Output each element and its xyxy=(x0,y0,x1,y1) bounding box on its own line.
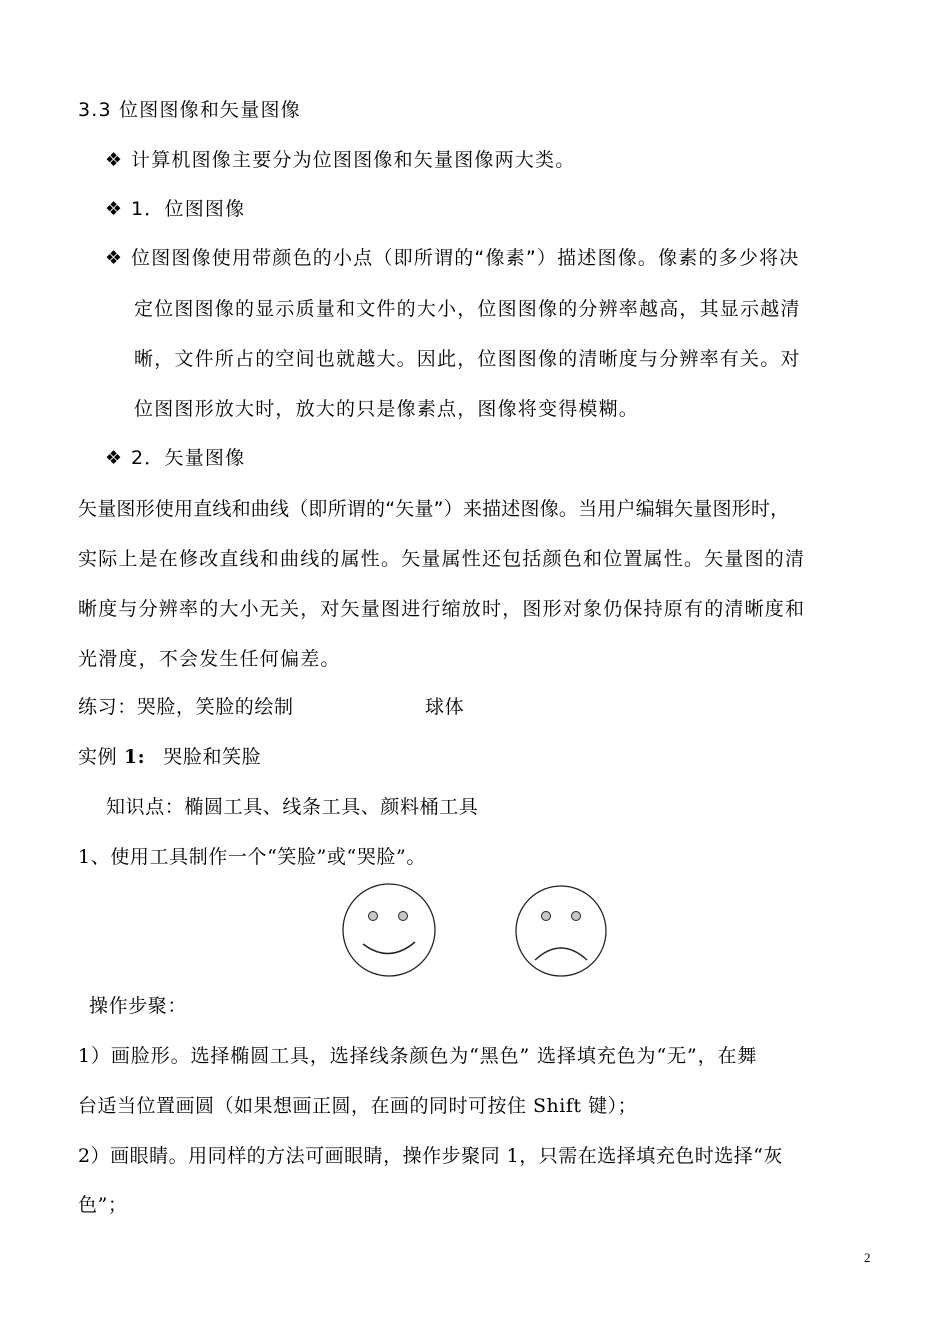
page-number: 2 xyxy=(864,1250,871,1265)
vector-paragraph-line: 晰度与分辨率的大小无关，对矢量图进行缩放时，图形对象仍保持原有的清晰度和 xyxy=(78,598,806,620)
diamond-bullet-icon: ❖ xyxy=(105,247,124,269)
smile-mouth xyxy=(363,942,415,954)
eye-icon xyxy=(572,912,581,921)
section-heading: 3.3 位图图像和矢量图像 xyxy=(78,99,301,121)
example-number: 1: xyxy=(123,746,146,768)
bitmap-paragraph-line: 定位图图像的显示质量和文件的大小，位图图像的分辨率越高，其显示越清 xyxy=(134,298,801,320)
vector-paragraph-line: 光滑度，不会发生任何偏差。 xyxy=(78,648,341,670)
bullet-text: 2．矢量图像 xyxy=(131,447,246,469)
step-intro: 1、使用工具制作一个“笑脸”或“哭脸”。 xyxy=(78,846,426,868)
bullet-item xyxy=(105,243,800,270)
eye-icon xyxy=(369,912,378,921)
step-line: 台适当位置画圆（如果想画正圆，在画的同时可按住 Shift 键）； xyxy=(78,1095,638,1117)
eye-icon xyxy=(399,912,408,921)
bitmap-paragraph-line: 位图图形放大时，放大的只是像素点，图像将变得模糊。 xyxy=(134,398,640,420)
bullet-item xyxy=(105,443,245,470)
exercise-label: 练习：哭脸，笑脸的绘制 xyxy=(78,696,294,718)
face-outline xyxy=(343,884,435,976)
step-line: 色”； xyxy=(78,1194,128,1216)
frown-mouth xyxy=(535,948,587,960)
bullet-item xyxy=(105,145,575,172)
step-line: 2）画眼睛。用同样的方法可画眼睛，操作步聚同 1，只需在选择填充色时选择“灰 xyxy=(78,1145,783,1167)
example-prefix: 实例 xyxy=(78,746,124,768)
example-name: 哭脸和笑脸 xyxy=(163,746,262,768)
exercise-sphere: 球体 xyxy=(425,696,465,718)
smiley-face xyxy=(343,884,435,976)
example-title xyxy=(78,742,261,769)
vector-paragraph-line: 矢量图形使用直线和曲线（即所谓的“矢量”）来描述图像。当用户编辑矢量图形时， xyxy=(78,498,790,520)
sad-face xyxy=(516,886,606,976)
step-line: 1）画脸形。选择椭圆工具，选择线条颜色为“黑色” 选择填充色为“无”，在舞 xyxy=(78,1045,758,1067)
knowledge-points: 知识点：椭圆工具、线条工具、颜料桶工具 xyxy=(106,796,479,818)
bitmap-paragraph-line: 位图图像使用带颜色的小点（即所谓的“像素”）描述图像。像素的多少将决 xyxy=(131,247,800,269)
bullet-text: 计算机图像主要分为位图图像和矢量图像两大类。 xyxy=(131,149,576,171)
eye-icon xyxy=(542,912,551,921)
bitmap-paragraph-line: 晰，文件所占的空间也就越大。因此，位图图像的清晰度与分辨率有关。对 xyxy=(134,348,801,370)
diamond-bullet-icon: ❖ xyxy=(105,149,124,171)
face-outline xyxy=(516,886,606,976)
steps-heading: 操作步聚： xyxy=(89,995,188,1017)
diamond-bullet-icon: ❖ xyxy=(105,198,124,220)
bullet-item xyxy=(105,194,245,221)
bullet-text: 1．位图图像 xyxy=(131,198,246,220)
diamond-bullet-icon: ❖ xyxy=(105,447,124,469)
faces-illustration xyxy=(335,880,615,980)
vector-paragraph-line: 实际上是在修改直线和曲线的属性。矢量属性还包括颜色和位置属性。矢量图的清 xyxy=(78,548,806,570)
